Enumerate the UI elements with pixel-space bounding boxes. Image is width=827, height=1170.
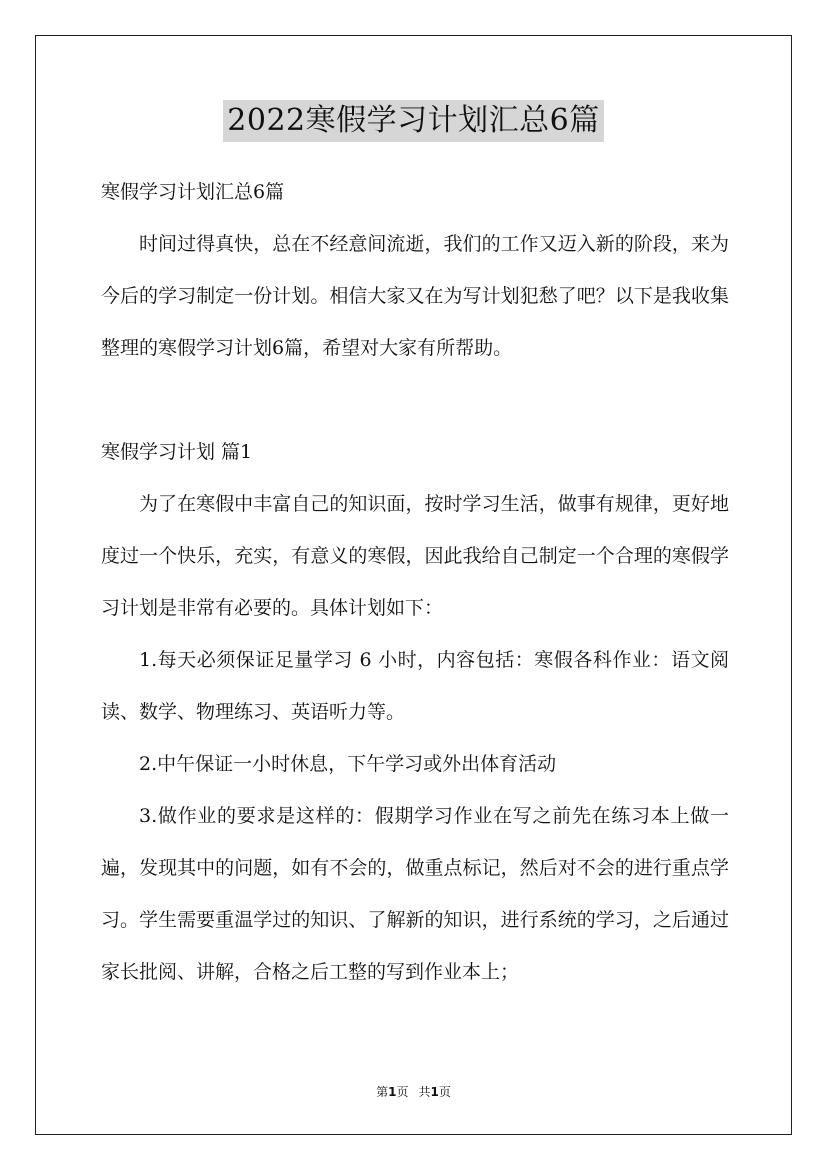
document-body	[101, 166, 729, 998]
body-paragraph: 为了在寒假中丰富自己的知识面，按时学习生活，做事有规律，更好地度过一个快乐，充实，有意义的寒假，因此我给自己制定一个合理的寒假学习计划是非常有必要的。具体计划如下：	[101, 493, 729, 619]
total-prefix: 共	[418, 1085, 431, 1099]
document-title: 2022寒假学习计划汇总6篇	[223, 100, 603, 142]
total-suffix: 页	[438, 1085, 451, 1099]
section-heading: 寒假学习计划 篇1	[101, 441, 253, 463]
list-item-3: 3.做作业的要求是这样的：假期学习作业在写之前先在练习本上做一遍，发现其中的问题，如有不会的，做重点标记，然后对不会的进行重点学习。学生需要重温学过的知识、了解新的知识，进行系统的学习，之后通过家长批阅、讲解，合格之后工整的写到作业本上；	[101, 805, 729, 983]
page-suffix: 页	[396, 1085, 409, 1099]
page-number: 1	[388, 1085, 397, 1099]
spacer	[101, 374, 729, 426]
document-subtitle: 寒假学习计划汇总6篇	[101, 181, 285, 203]
document-title-wrapper	[0, 100, 827, 142]
total-pages: 1	[430, 1085, 439, 1099]
page-footer	[0, 1082, 827, 1102]
list-item-1: 1.每天必须保证足量学习 6 小时，内容包括：寒假各科作业：语文阅读、数学、物理练习、英语听力等。	[101, 649, 729, 723]
page-prefix: 第	[376, 1085, 389, 1099]
intro-paragraph: 时间过得真快，总在不经意间流逝，我们的工作又迈入新的阶段，来为今后的学习制定一份计划。相信大家又在为写计划犯愁了吧？以下是我收集整理的寒假学习计划6篇，希望对大家有所帮助。	[101, 233, 729, 359]
list-item-2: 2.中午保证一小时休息，下午学习或外出体育活动	[139, 753, 557, 775]
